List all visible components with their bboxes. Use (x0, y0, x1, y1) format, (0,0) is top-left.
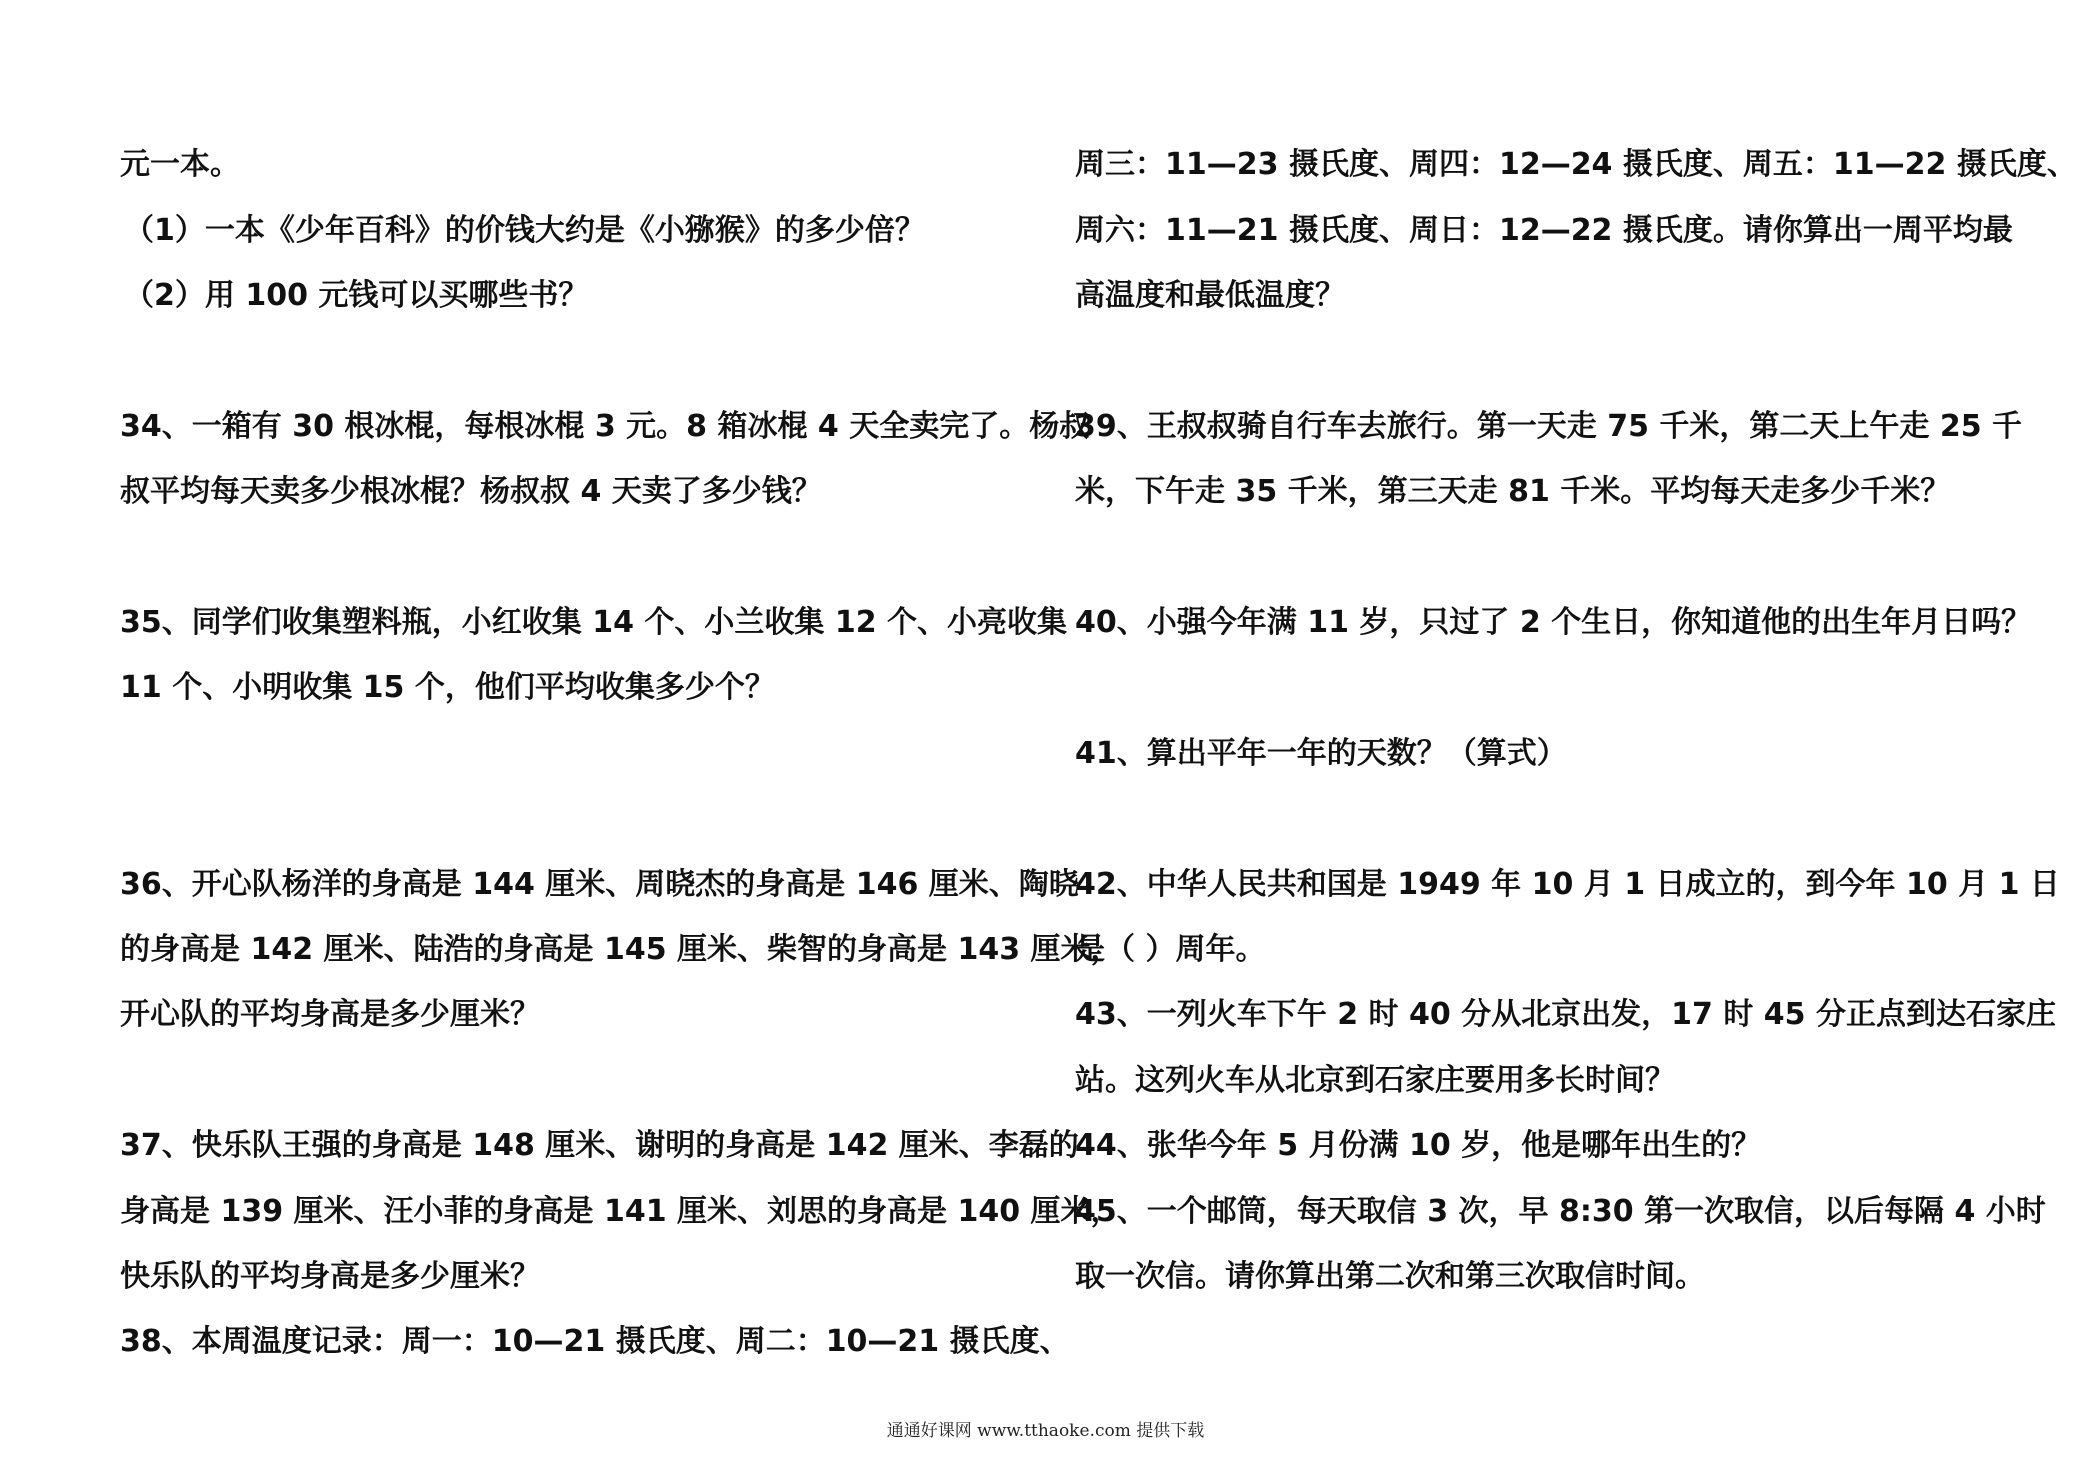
question-34-line-1: 34、一箱有 30 根冰棍，每根冰棍 3 元。8 箱冰棍 4 天全卖完了。杨叔 (120, 409, 1090, 444)
question-38-line-4: 高温度和最低温度？ (1075, 278, 1345, 313)
question-38-line-1: 38、本周温度记录：周一：10—21 摄氏度、周二：10—21 摄氏度、 (120, 1324, 1070, 1359)
question-37-line-2: 身高是 139 厘米、汪小菲的身高是 141 厘米、刘思的身高是 140 厘米， (120, 1194, 1121, 1229)
text-line: 元一本。 (120, 147, 240, 182)
question-41: 41、算出平年一年的天数？（算式） (1075, 736, 1567, 771)
question-40: 40、小强今年满 11 岁，只过了 2 个生日，你知道他的出生年月日吗？ (1075, 605, 2032, 640)
question-45-line-2: 取一次信。请你算出第二次和第三次取信时间。 (1075, 1259, 1705, 1294)
question-35-line-1: 35、同学们收集塑料瓶，小红收集 14 个、小兰收集 12 个、小亮收集 (120, 605, 1068, 640)
question-39-line-1: 39、王叔叔骑自行车去旅行。第一天走 75 千米，第二天上午走 25 千 (1075, 409, 2023, 444)
question-38-line-2: 周三：11—23 摄氏度、周四：12—24 摄氏度、周五：11—22 摄氏度、 (1075, 147, 2077, 182)
question-36-line-3: 开心队的平均身高是多少厘米？ (120, 997, 540, 1032)
question-33-part-1: （1）一本《少年百科》的价钱大约是《小猕猴》的多少倍？ (124, 213, 925, 248)
question-44: 44、张华今年 5 月份满 10 岁，他是哪年出生的？ (1075, 1128, 1762, 1163)
question-36-line-2: 的身高是 142 厘米、陆浩的身高是 145 厘米、柴智的身高是 143 厘米， (120, 932, 1121, 967)
question-45-line-1: 45、一个邮筒，每天取信 3 次，早 8:30 第一次取信，以后每隔 4 小时 (1075, 1194, 2046, 1229)
question-36-line-1: 36、开心队杨洋的身高是 144 厘米、周晓杰的身高是 146 厘米、陶晓 (120, 867, 1079, 902)
question-37-line-3: 快乐队的平均身高是多少厘米？ (120, 1259, 540, 1294)
page-footer: 通通好课网 www.tthaoke.com 提供下载 (886, 1421, 1205, 1441)
question-38-line-3: 周六：11—21 摄氏度、周日：12—22 摄氏度。请你算出一周平均最 (1075, 213, 2013, 248)
question-35-line-2: 11 个、小明收集 15 个，他们平均收集多少个？ (120, 670, 775, 705)
question-42-line-1: 42、中华人民共和国是 1949 年 10 月 1 日成立的，到今年 10 月 1 日 (1075, 867, 2060, 902)
question-37-line-1: 37、快乐队王强的身高是 148 厘米、谢明的身高是 142 厘米、李磊的 (120, 1128, 1079, 1163)
question-39-line-2: 米，下午走 35 千米，第三天走 81 千米。平均每天走多少千米？ (1075, 474, 1951, 509)
question-42-line-2: 是（ ）周年。 (1075, 932, 1266, 967)
question-43-line-2: 站。这列火车从北京到石家庄要用多长时间？ (1075, 1063, 1675, 1098)
question-33-part-2: （2）用 100 元钱可以买哪些书？ (124, 278, 589, 313)
question-43-line-1: 43、一列火车下午 2 时 40 分从北京出发，17 时 45 分正点到达石家庄 (1075, 997, 2056, 1032)
question-34-line-2: 叔平均每天卖多少根冰棍？杨叔叔 4 天卖了多少钱？ (120, 474, 822, 509)
